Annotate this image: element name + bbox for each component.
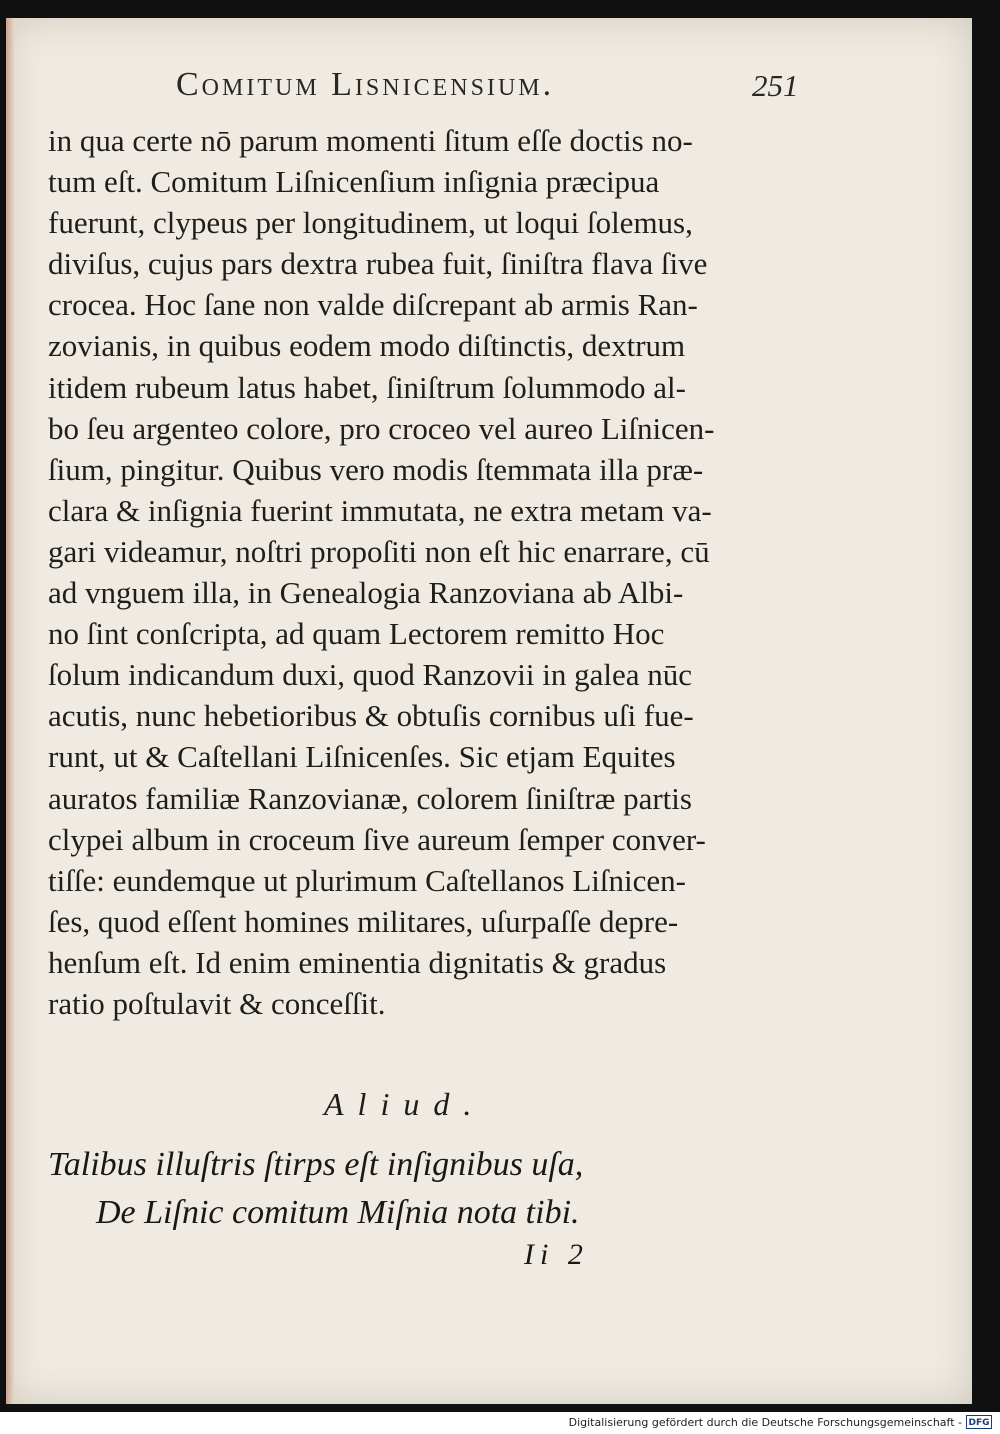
text-line: ratio poſtulavit & conceſſit. xyxy=(48,985,386,1021)
text-line: gari videamur, noſtri propoſiti non eſt hic enarrare, cū xyxy=(48,533,710,569)
signature-mark: Ii 2 xyxy=(524,1238,589,1271)
text-line: diviſus, cujus pars dextra rubea fuit, ſiniſtra flava ſive xyxy=(48,246,708,282)
digitization-credit: Digitalisierung gefördert durch die Deutsche Forschungsgemeinschaft - xyxy=(568,1416,962,1429)
text-line: acutis, nunc hebetioribus & obtuſis cornibus uſi fue- xyxy=(48,698,694,734)
text-line: itidem rubeum latus habet, ſiniſtrum ſolummodo al- xyxy=(48,369,686,405)
verse xyxy=(48,1146,748,1242)
text-line: ſes, quod eſſent homines militares, uſurpaſſe depre- xyxy=(48,903,679,939)
text-line: henſum eſt. Id enim eminentia dignitatis & gradus xyxy=(48,944,667,980)
footer-bar xyxy=(0,1412,1000,1434)
text-line: clara & inſignia fuerint immutata, ne extra metam va- xyxy=(48,492,712,528)
text-line: no ſint conſcripta, ad quam Lectorem remitto Hoc xyxy=(48,616,665,652)
text-line: fuerunt, clypeus per longitudinem, ut loqui ſolemus, xyxy=(48,205,693,241)
dfg-logo: DFG xyxy=(966,1415,992,1429)
text-line: ſium, pingitur. Quibus vero modis ſtemmata illa præ- xyxy=(48,451,704,487)
text-line: bo ſeu argenteo colore, pro croceo vel aureo Liſnicen- xyxy=(48,410,715,446)
running-head: Comitum Lisnicensium. xyxy=(176,66,555,103)
text-line: crocea. Hoc ſane non valde diſcrepant ab armis Ran- xyxy=(48,287,698,323)
book-page xyxy=(6,18,972,1404)
verse-line: De Liſnic comitum Miſnia nota tibi. xyxy=(96,1194,580,1231)
text-line: clypei album in croceum ſive aureum ſemper conver- xyxy=(48,821,706,857)
text-line: zovianis, in quibus eodem modo diſtinctis, dextrum xyxy=(48,328,686,364)
text-line: runt, ut & Caſtellani Liſnicenſes. Sic etjam Equites xyxy=(48,739,676,775)
text-line: tum eſt. Comitum Liſnicenſium inſignia præcipua xyxy=(48,164,660,200)
text-line: in qua certe nō parum momenti ſitum eſſe doctis no- xyxy=(48,123,693,158)
body-text xyxy=(48,120,808,1024)
text-line: auratos familiæ Ranzovianæ, colorem ſiniſtræ partis xyxy=(48,780,692,816)
text-line: ad vnguem illa, in Genealogia Ranzoviana ab Albi- xyxy=(48,575,684,611)
text-line: ſolum indicandum duxi, quod Ranzovii in galea nūc xyxy=(48,657,692,693)
page-number: 251 xyxy=(752,68,799,103)
text-line: tiſſe: eundemque ut plurimum Caſtellanos Liſnicen- xyxy=(48,862,686,898)
section-title: Aliud. xyxy=(324,1086,486,1122)
verse-line: Talibus illuſtris ſtirps eſt inſignibus uſa, xyxy=(48,1146,584,1183)
page-edge xyxy=(6,18,14,1404)
